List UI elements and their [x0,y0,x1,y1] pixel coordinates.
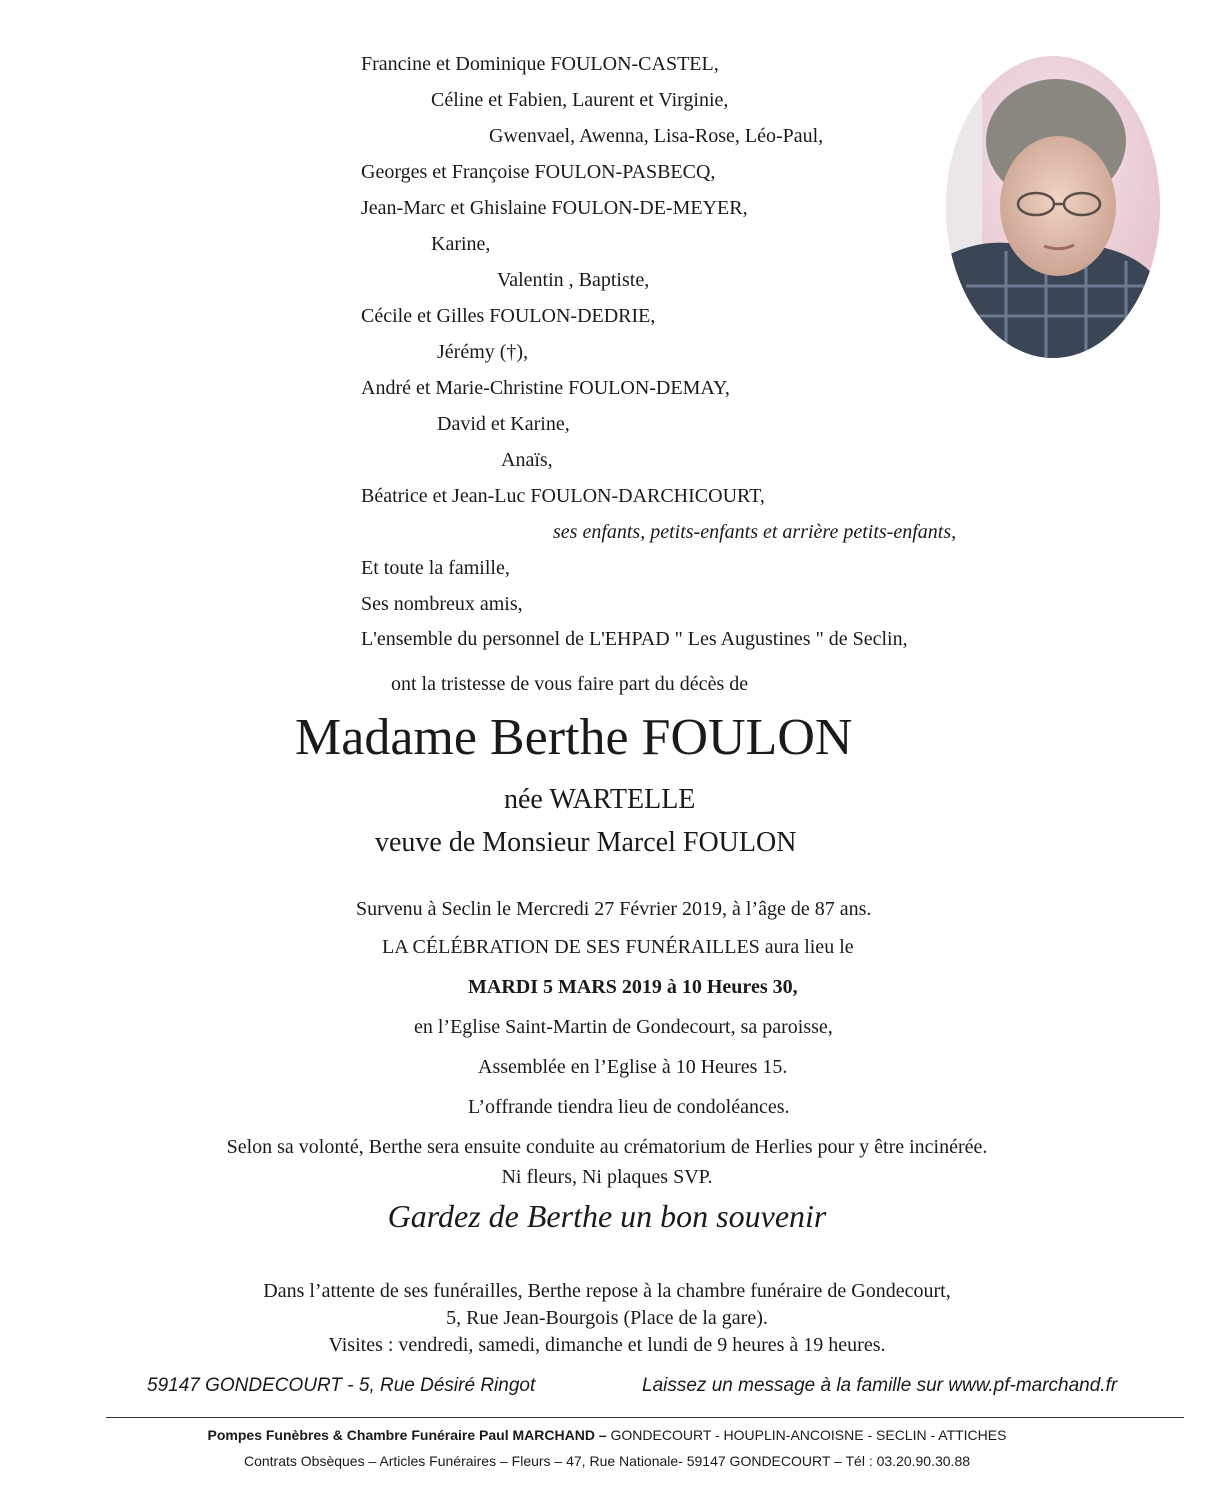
family-relation: ses enfants, petits-enfants et arrière petits-enfants, [553,521,957,543]
visit-address: 5, Rue Jean-Bourgois (Place de la gare). [446,1307,768,1329]
company-locations: GONDECOURT - HOUPLIN-ANCOISNE - SECLIN - ATTICHES [606,1427,1007,1443]
family-line: André et Marie-Christine FOULON-DEMAY, [361,377,730,399]
cremation-text: Selon sa volonté, Berthe sera ensuite conduite au crématorium de Herlies pour y être incinérée. [226,1136,988,1158]
announcement-text: ont la tristesse de vous faire part du décès de [391,673,749,695]
family-line: Francine et Dominique FOULON-CASTEL, [361,53,719,75]
family-line: Jérémy (†), [437,341,529,363]
ceremony-datetime: MARDI 5 MARS 2019 à 10 Heures 30, [468,976,798,998]
portrait-photo [946,56,1160,358]
deceased-name: Madame Berthe FOULON [295,709,853,766]
family-line: L'ensemble du personnel de L'EHPAD " Les Augustines " de Seclin, [361,628,908,650]
motto: Gardez de Berthe un bon souvenir [387,1198,827,1234]
maiden-name: née WARTELLE [504,784,696,815]
no-flowers-text: Ni fleurs, Ni plaques SVP. [501,1166,713,1188]
assembly-text: Assemblée en l’Eglise à 10 Heures 15. [478,1056,788,1078]
family-line: Karine, [431,233,491,255]
family-line: Gwenvael, Awenna, Lisa-Rose, Léo-Paul, [489,125,824,147]
family-line: Jean-Marc et Ghislaine FOULON-DE-MEYER, [361,197,748,219]
offering-text: L’offrande tiendra lieu de condoléances. [468,1096,790,1118]
company-name: Pompes Funèbres & Chambre Funéraire Paul MARCHAND – [207,1427,607,1443]
family-line: Cécile et Gilles FOULON-DEDRIE, [361,305,656,327]
visit-line: Dans l’attente de ses funérailles, Berthe repose à la chambre funéraire de Gondecourt, [263,1280,951,1302]
family-line: David et Karine, [437,413,570,435]
death-details: Survenu à Seclin le Mercredi 27 Février 2019, à l’âge de 87 ans. [356,898,872,920]
family-line: Anaïs, [501,449,553,471]
family-line: Et toute la famille, [361,557,510,579]
family-line: Georges et Françoise FOULON-PASBECQ, [361,161,716,183]
family-line: Valentin , Baptiste, [497,269,650,291]
widow-of: veuve de Monsieur Marcel FOULON [375,827,797,858]
footer-message-link[interactable]: Laissez un message à la famille sur www.pf-marchand.fr [642,1375,1118,1396]
family-line: Béatrice et Jean-Luc FOULON-DARCHICOURT, [361,485,765,507]
celebration-text: LA CÉLÉBRATION DE SES FUNÉRAILLES aura lieu le [382,936,854,958]
footer-address: 59147 GONDECOURT - 5, Rue Désiré Ringot [147,1375,536,1396]
visit-hours: Visites : vendredi, samedi, dimanche et lundi de 9 heures à 19 heures. [328,1334,886,1356]
footer-services: Contrats Obsèques – Articles Funéraires – Fleurs – 47, Rue Nationale- 59147 GONDECOURT – Tél : 03.20.90.30.88 [243,1453,971,1469]
footer-divider [106,1417,1184,1418]
church-text: en l’Eglise Saint-Martin de Gondecourt, sa paroisse, [414,1016,833,1038]
footer-company [0,1424,1214,1446]
family-line: Ses nombreux amis, [361,593,523,615]
family-line: Céline et Fabien, Laurent et Virginie, [431,89,729,111]
